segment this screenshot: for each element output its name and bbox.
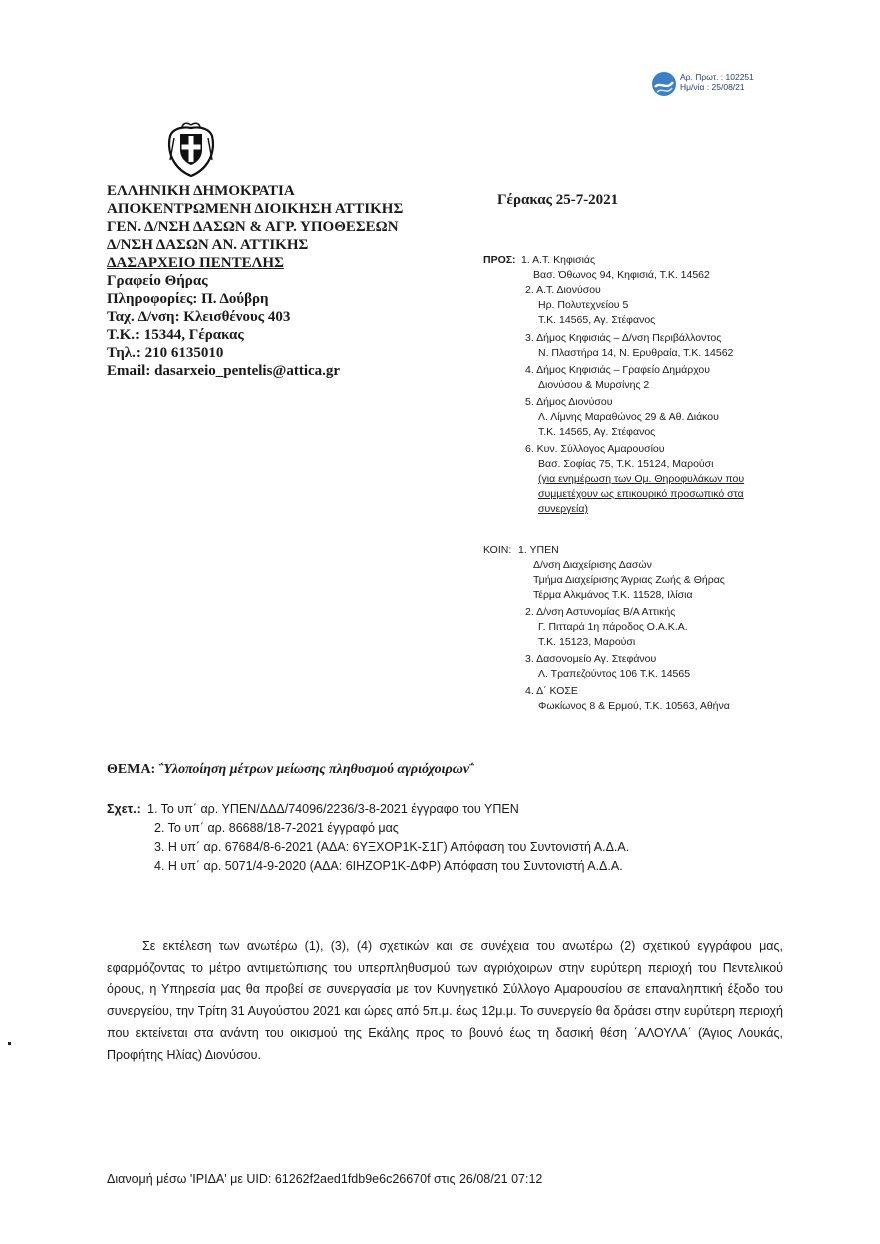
cc-line: Τ.Κ. 15123, Μαρούσι — [538, 636, 636, 648]
subject-text: ΅Υλοποίηση μέτρων μείωσης πληθυσμού αγριόχοιρων΅ — [158, 762, 474, 777]
cc-line: 2. Δ/νση Αστυνομίας Β/Α Αττικής — [525, 606, 676, 618]
subject-label: ΘΕΜΑ: — [107, 762, 156, 777]
cc-line: 4. Δ΄ ΚΟΣΕ — [525, 685, 578, 697]
recipient-line: Τ.Κ. 14565, Αγ. Στέφανος — [538, 314, 656, 326]
header-line: Γραφείο Θήρας — [107, 273, 208, 289]
issuer-header — [107, 182, 403, 380]
greek-coat-of-arms-icon — [166, 120, 216, 178]
recipient-note: συνεργεία) — [538, 503, 588, 515]
recipient-line: Διονύσου & Μυρσίνης 2 — [538, 379, 650, 391]
recipient-line: Ηρ. Πολυτεχνείου 5 — [538, 299, 629, 311]
protocol-stamp — [650, 70, 790, 100]
header-line-office: ΔΑΣΑΡΧΕΙΟ ΠΕΝΤΕΛΗΣ — [107, 255, 284, 271]
koin-label: ΚΟΙΝ: — [483, 544, 512, 556]
recipient-line: Ν. Πλαστήρα 14, Ν. Ερυθραία, Τ.Κ. 14562 — [538, 347, 734, 359]
header-line: ΕΛΛΗΝΙΚΗ ΔΗΜΟΚΡΑΤΙΑ — [107, 183, 295, 199]
recipient-line: 3. Δήμος Κηφισιάς – Δ/νση Περιβάλλοντος — [525, 332, 722, 344]
distribution-footer: Διανομή μέσω 'ΙΡΙΔΑ' με UID: 61262f2aed1fdb9e6c26670f στις 26/08/21 07:12 — [107, 1172, 543, 1186]
recipient-note: (για ενημέρωση των Ομ. Θηροφυλάκων που — [538, 473, 745, 485]
protocol-number: Αρ. Πρωτ. : 102251 — [680, 72, 754, 82]
cc-line: Δ/νση Διαχείρισης Δασών — [533, 559, 652, 571]
recipient-line: Βασ. Σοφίας 75, Τ.Κ. 15124, Μαρούσι — [538, 458, 714, 470]
body-paragraph: Σε εκτέλεση των ανωτέρω (1), (3), (4) σχετικών και σε συνέχεια του ανωτέρω (2) σχετικού εγγράφου μας, εφαρμόζοντας το μέτρο αντιμετώπισης του υπερπληθυσμού των αγριόχοιρων στην ευρύτερη περιοχή του Πεντελικού όρους, η Υπηρεσία μας θα προβεί σε συνεργασία με τον Κυνηγετικό Σύλλογο Αμαρουσίου σε επαναληπτική έξοδο του συνεργείου, την Τρίτη 31 Αυγούστου 2021 και ώρες από 5π.μ. έως 12μ.μ. Το συνεργείο θα δράσει στην ευρύτερη περιοχή που εκτείνεται στα ανάντη του οικισμού της Εκάλης προς το βουνό έως τη δασική θέση ΄ΑΛΟΥΛΑ΄ (Άγιος Λουκάς, Προφήτης Ηλίας) Διονύσου. — [107, 939, 783, 1062]
header-email: Email: dasarxeio_pentelis@attica.gr — [107, 363, 341, 379]
header-line: Ταχ. Δ/νση: Κλεισθένους 403 — [107, 309, 291, 325]
header-line: ΓΕΝ. Δ/ΝΣΗ ΔΑΣΩΝ & ΑΓΡ. ΥΠΟΘΕΣΕΩΝ — [107, 219, 399, 235]
related-item: 2. Το υπ΄ αρ. 86688/18-7-2021 έγγραφό μας — [154, 821, 399, 835]
protocol-date: Ημ/νία : 25/08/21 — [680, 82, 745, 92]
related-documents — [107, 800, 783, 880]
related-item: 4. Η υπ΄ αρ. 5071/4-9-2020 (ΑΔΑ: 6ΙΗΖΟΡ1Κ-ΔΦΡ) Απόφαση του Συντονιστή Α.Δ.Α. — [154, 859, 623, 873]
recipient-line: 1. Α.Τ. Κηφισιάς — [521, 254, 596, 266]
recipient-line: Λ. Λίμνης Μαραθώνος 29 & Αθ. Διάκου — [538, 411, 719, 423]
header-line: Τ.Κ.: 15344, Γέρακας — [107, 327, 244, 343]
recipient-line: 2. Α.Τ. Διονύσου — [525, 284, 601, 296]
stamp-logo-icon — [650, 70, 678, 98]
header-line: ΑΠΟΚΕΝΤΡΩΜΕΝΗ ΔΙΟΙΚΗΣΗ ΑΤΤΙΚΗΣ — [107, 201, 404, 217]
cc-line: 3. Δασονομείο Αγ. Στεφάνου — [525, 653, 657, 665]
cc-line: Λ. Τραπεζούντος 106 Τ.Κ. 14565 — [538, 668, 691, 680]
margin-mark — [8, 1042, 11, 1045]
header-line: Πληροφορίες: Π. Δούβρη — [107, 291, 269, 307]
header-line: Δ/ΝΣΗ ΔΑΣΩΝ ΑΝ. ΑΤΤΙΚΗΣ — [107, 237, 309, 253]
recipients-cc — [483, 543, 803, 723]
recipient-line: 4. Δήμος Κηφισιάς – Γραφείο Δημάρχου — [525, 364, 711, 376]
related-item: 1. Το υπ΄ αρ. ΥΠΕΝ/ΔΔΔ/74096/2236/3-8-2021 έγγραφο του ΥΠΕΝ — [147, 802, 519, 816]
recipient-line: 5. Δήμος Διονύσου — [525, 396, 613, 408]
subject-line — [107, 762, 474, 778]
cc-line: Φωκίωνος 8 & Ερμού, Τ.Κ. 10563, Αθήνα — [538, 700, 730, 712]
document-date: Γέρακας 25-7-2021 — [497, 192, 619, 208]
recipient-line: Τ.Κ. 14565, Αγ. Στέφανος — [538, 426, 656, 438]
header-line: Τηλ.: 210 6135010 — [107, 345, 224, 361]
pros-label: ΠΡΟΣ: — [483, 254, 516, 266]
related-item: 3. Η υπ΄ αρ. 67684/8-6-2021 (ΑΔΑ: 6ΥΞΧΟΡ1Κ-Σ1Γ) Απόφαση του Συντονιστή Α.Δ.Α. — [154, 840, 630, 854]
cc-line: 1. ΥΠΕΝ — [518, 544, 559, 556]
cc-line: Γ. Πιτταρά 1η πάροδος Ο.Α.Κ.Α. — [538, 621, 688, 633]
cc-line: Τμήμα Διαχείρισης Άγριας Ζωής & Θήρας — [533, 574, 725, 586]
related-label: Σχετ.: — [107, 802, 141, 816]
recipients-to — [483, 253, 803, 523]
recipient-note: συμμετέχουν ως επικουρικό προσωπικό στα — [538, 488, 744, 500]
recipient-line: Βασ. Όθωνος 94, Κηφισιά, Τ.Κ. 14562 — [533, 269, 710, 281]
recipient-line: 6. Κυν. Σύλλογος Αμαρουσίου — [525, 443, 665, 455]
cc-line: Τέρμα Αλκμάνος Τ.Κ. 11528, Ιλίσια — [533, 589, 693, 601]
